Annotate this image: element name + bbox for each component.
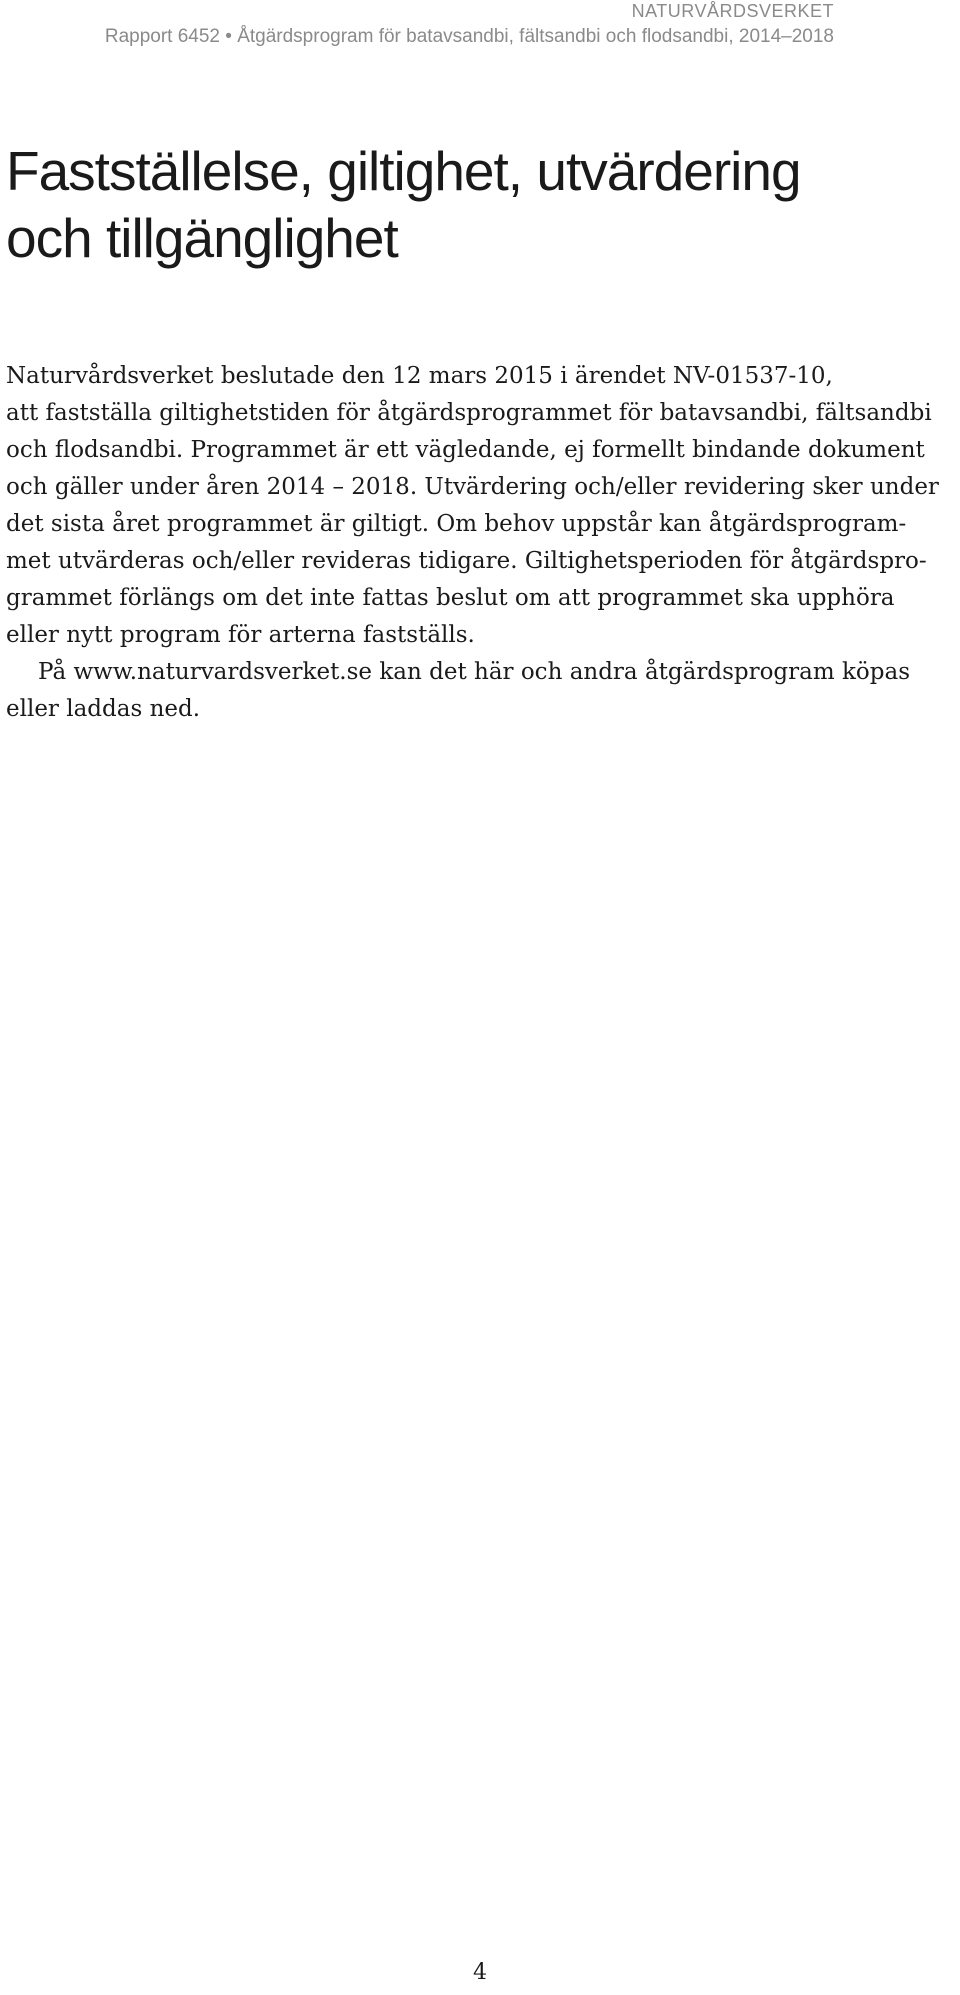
page-title-line-2: och tillgänglighet: [6, 207, 398, 269]
body-line: och flodsandbi. Programmet är ett vägledande, ej formellt bindande dokument: [6, 437, 925, 463]
body-line: och gäller under åren 2014 – 2018. Utvärdering och/eller revidering sker under: [6, 474, 939, 500]
body-line: grammet förlängs om det inte fattas beslut om att programmet ska upphöra: [6, 585, 895, 611]
body-text-fragment: kan det här och andra åtgärdsprogram köpas: [372, 659, 911, 685]
report-title-line: Rapport 6452 • Åtgärdsprogram för batavsandbi, fältsandbi och flodsandbi, 2014–2018: [104, 26, 834, 47]
body-line: att fastställa giltighetstiden för åtgärdsprogrammet för batavsandbi, fältsandbi: [6, 400, 932, 426]
website-link[interactable]: www.naturvardsverket.se: [73, 659, 373, 685]
body-line: det sista året programmet är giltigt. Om behov uppstår kan åtgärdsprogram-: [6, 511, 907, 537]
body-line-website: [6, 654, 956, 691]
page-title: [6, 138, 906, 272]
body-text: [6, 358, 956, 728]
publisher-name: NATURVÅRDSVERKET: [631, 1, 834, 21]
body-line: Naturvårdsverket beslutade den 12 mars 2015 i ärendet NV-01537-10,: [6, 363, 833, 389]
body-line: met utvärderas och/eller revideras tidigare. Giltighetsperioden för åtgärdspro-: [6, 548, 927, 574]
body-line: eller nytt program för arterna fastställs.: [6, 622, 475, 648]
page-title-line-1: Fastställelse, giltighet, utvärdering: [6, 140, 801, 202]
body-line: eller laddas ned.: [6, 696, 201, 722]
body-text-fragment: På: [38, 659, 74, 685]
page-number: 4: [473, 1960, 487, 1985]
